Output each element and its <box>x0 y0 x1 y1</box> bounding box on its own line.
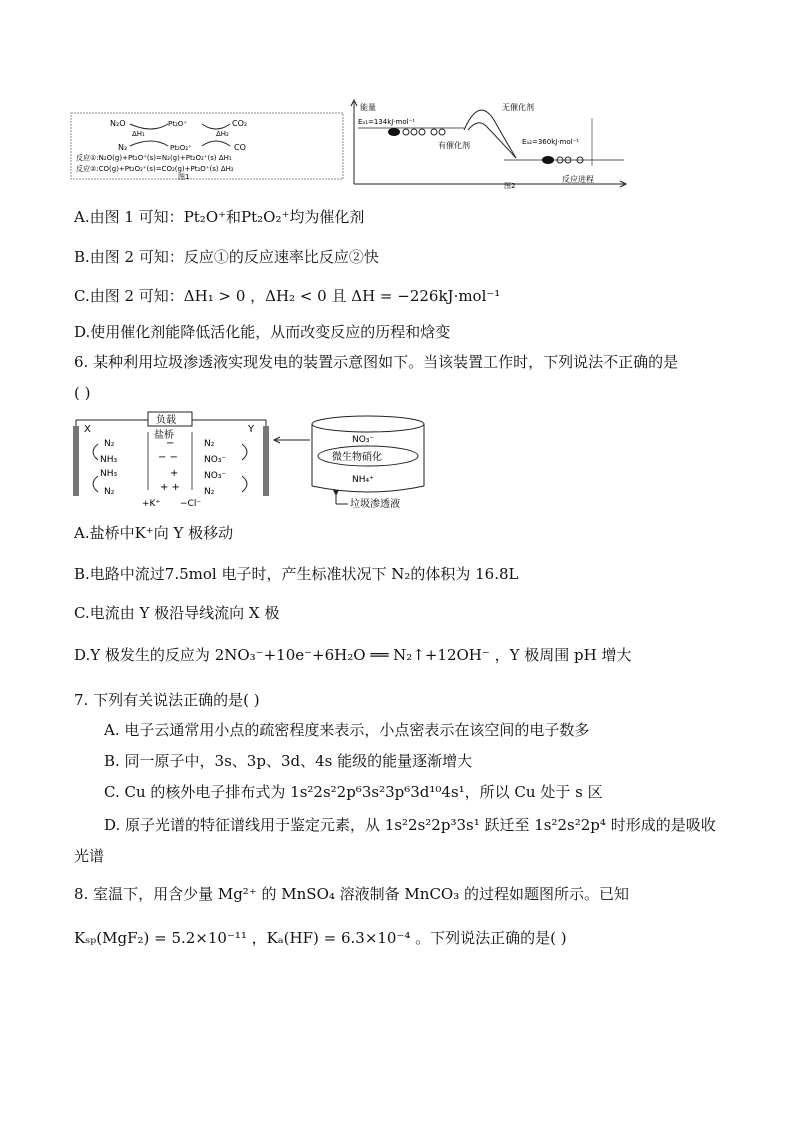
bridge-minus-1: − <box>166 438 175 449</box>
salt-bridge-label: 盐桥 <box>154 430 174 441</box>
q6-option-a: A.盐桥中K⁺向 Y 极移动 <box>74 524 234 542</box>
right-n2-bottom: N₂ <box>204 487 215 497</box>
fig1-pt2o-plus: Pt₂O⁺ <box>168 120 187 128</box>
q6-paren: ( ) <box>74 384 91 402</box>
tank-nh4: NH₄⁺ <box>352 475 374 485</box>
q6-option-c: C.电流由 Y 极沿导线流向 X 极 <box>74 604 280 622</box>
left-nh3-bottom: NH₃ <box>100 469 118 479</box>
q5-option-b: B.由图 2 可知：反应①的反应速率比反应②快 <box>74 248 379 266</box>
fig1-co2: CO₂ <box>232 119 248 128</box>
q7-stem: 7. 下列有关说法正确的是( ) <box>74 691 260 709</box>
tank-no3: NO₃⁻ <box>352 435 375 445</box>
q5-option-a: A.由图 1 可知：Pt₂O⁺和Pt₂O₂⁺均为催化剂 <box>74 208 365 226</box>
k-plus-label: +K⁺ <box>142 499 161 509</box>
load-label: 负载 <box>156 415 176 426</box>
q6-stem: 6. 某种利用垃圾渗透液实现发电的装置示意图如下。当该装置工作时，下列说法不正确的是 <box>74 353 679 371</box>
figure-1 <box>70 112 344 180</box>
fig2-caption: 图2 <box>504 182 516 190</box>
tank-nitrification: 微生物硝化 <box>332 452 382 463</box>
left-n2-bottom: N₂ <box>104 487 115 497</box>
cl-minus-label: −Cl⁻ <box>180 499 202 509</box>
electrode-x-label: X <box>84 424 91 435</box>
fig1-caption: 图1 <box>178 173 190 180</box>
right-no3-2: NO₃⁻ <box>204 471 227 481</box>
fig1-reaction-1: 反应①:N₂O(g)+Pt₂O⁺(s)=N₂(g)+Pt₂O₂⁺(s) ΔH₁ <box>76 154 232 162</box>
q5-option-c: C.由图 2 可知：ΔH₁ > 0 ，ΔH₂ < 0 且 ΔH = −226kJ·mol⁻¹ <box>74 287 501 305</box>
q7-option-d-line1: D. 原子光谱的特征谱线用于鉴定元素，从 1s²2s²2p³3s¹ 跃迁至 1s²2s²2p⁴ 时形成的是吸收 <box>104 816 716 834</box>
q6-option-b: B.电路中流过7.5mol 电子时，产生标准状况下 N₂的体积为 16.8L <box>74 565 519 583</box>
right-n2-top: N₂ <box>204 439 215 449</box>
fig2-y-label: 能量 <box>360 103 376 112</box>
fig1-co: CO <box>234 143 246 152</box>
leachate-label: 垃圾渗透液 <box>350 499 400 510</box>
bridge-plus-2: + + <box>160 482 180 493</box>
q6-option-d: D.Y 极发生的反应为 2NO₃⁻+10e⁻+6H₂O ══ N₂↑+12OH⁻ ，Y 极周围 pH 增大 <box>74 646 632 664</box>
fig2-ea1: Eₐ₁=134kJ·mol⁻¹ <box>358 118 416 126</box>
fig2-with-catalyst: 有催化剂 <box>438 141 470 150</box>
fig1-dh2: ΔH₂ <box>216 130 229 138</box>
fig2-x-label: 反应进程 <box>562 175 594 184</box>
fig1-reaction-2: 反应②:CO(g)+Pt₂O₂⁺(s)=CO₂(g)+Pt₂O⁺(s) ΔH₂ <box>76 165 234 173</box>
fig1-n2: N₂ <box>118 143 128 152</box>
fig2-ea2: Eₐ₂=360kJ·mol⁻¹ <box>522 138 580 146</box>
bridge-minus-2: − − <box>158 452 178 463</box>
q6-device-diagram <box>70 410 450 510</box>
left-nh3-top: NH₃ <box>100 455 118 465</box>
fig1-pt2o2-plus: Pt₂O₂⁺ <box>170 144 192 152</box>
q7-option-a: A. 电子云通常用小点的疏密程度来表示，小点密表示在该空间的电子数多 <box>104 721 590 739</box>
q7-option-c: C. Cu 的核外电子排布式为 1s²2s²2p⁶3s²3p⁶3d¹⁰4s¹，所以 Cu 处于 s 区 <box>104 783 603 801</box>
q7-option-d-line2: 光谱 <box>74 847 105 865</box>
q8-stem: 8. 室温下，用含少量 Mg²⁺ 的 MnSO₄ 溶液制备 MnCO₃ 的过程如题图所示。已知 <box>74 885 629 903</box>
q5-option-d: D.使用催化剂能降低活化能，从而改变反应的历程和焓变 <box>74 323 451 341</box>
fig1-dh1: ΔH₁ <box>132 130 145 138</box>
q7-option-b: B. 同一原子中，3s、3p、3d、4s 能级的能量逐渐增大 <box>104 752 473 770</box>
electrode-y-label: Y <box>248 424 255 435</box>
left-n2-top: N₂ <box>104 439 115 449</box>
right-no3-1: NO₃⁻ <box>204 455 227 465</box>
bridge-plus-1: + <box>170 468 179 479</box>
fig2-no-catalyst: 无催化剂 <box>502 103 534 112</box>
fig1-n2o: N₂O <box>110 119 126 128</box>
q8-constants: Kₛₚ(MgF₂) = 5.2×10⁻¹¹ ，Kₐ(HF) = 6.3×10⁻⁴ 。下列说法正确的是( ) <box>74 929 567 947</box>
figure-2 <box>344 98 634 190</box>
